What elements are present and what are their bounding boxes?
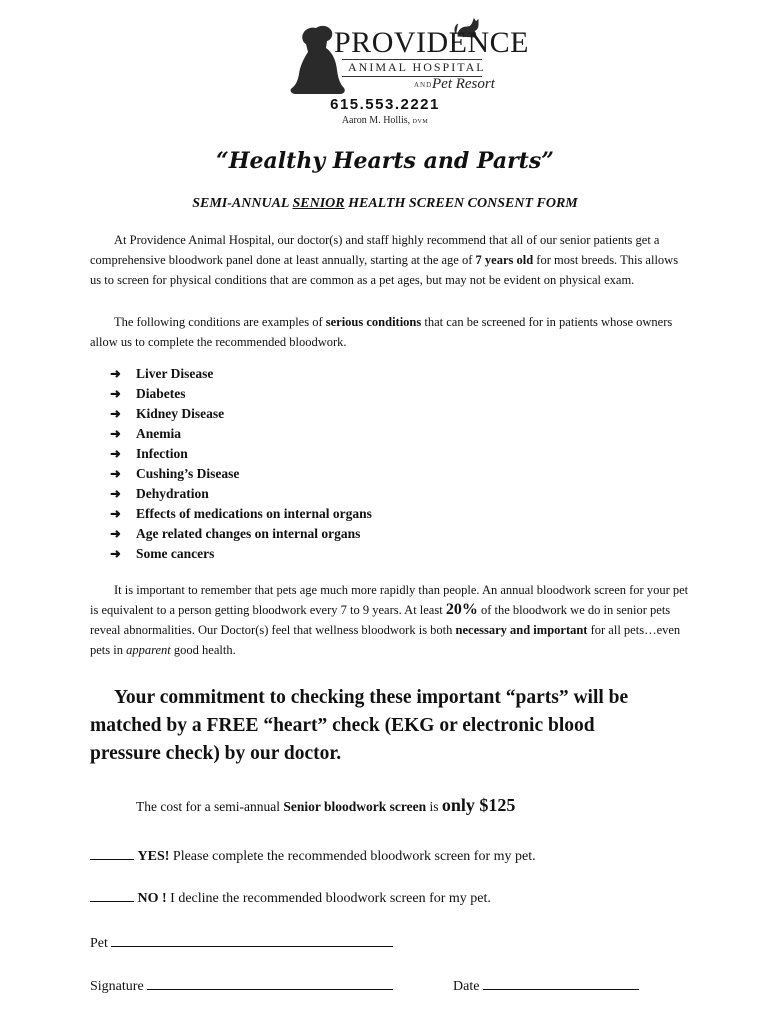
condition-label: Kidney Disease (136, 406, 225, 421)
para2-text-b: that can be screened for in patients whose owners allow us to complete the recommended bloodwork. (90, 315, 673, 349)
list-item (110, 444, 372, 464)
arrow-bullet-icon: ➜ (110, 546, 121, 561)
list-item (110, 464, 372, 484)
yes-text: Please complete the recommended bloodwork screen for my pet. (169, 849, 536, 864)
pet-field-row (90, 932, 393, 952)
list-item (110, 484, 372, 504)
cost-bold: Senior bloodwork screen (283, 799, 427, 814)
para3-text-c: for all pets…even pets in (90, 623, 681, 657)
doctor-name-text: Aaron M. Hollis, (341, 115, 411, 126)
no-option (90, 887, 491, 907)
date-field[interactable] (483, 975, 639, 990)
list-item (110, 424, 372, 444)
no-text: I decline the recommended bloodwork screen for my pet. (166, 891, 491, 906)
yes-option (90, 845, 536, 865)
commitment-statement (90, 684, 710, 768)
doctor-suffix: DVM (412, 119, 429, 125)
cost-price: only $125 (441, 795, 516, 815)
arrow-bullet-icon: ➜ (110, 386, 121, 401)
form-title: “Healthy Hearts and Parts” (216, 148, 554, 174)
para2-text-a: The following conditions are examples of (114, 315, 326, 329)
cost-text-b: is (426, 799, 442, 814)
condition-label: Dehydration (136, 486, 209, 501)
para3-text-d: good health. (170, 643, 236, 657)
list-item (110, 544, 372, 564)
condition-label: Infection (136, 446, 188, 461)
doctor-name (0, 115, 770, 126)
commitment-line-3: pressure check) by our doctor. (90, 743, 342, 764)
form-subtitle (0, 196, 770, 212)
para3-bold: necessary and important (455, 623, 588, 637)
signature-label: Signature (90, 979, 144, 994)
list-item (110, 504, 372, 524)
list-item (110, 364, 372, 384)
intro-paragraph (90, 230, 690, 290)
condition-label: Diabetes (136, 386, 186, 401)
conditions-list (110, 364, 372, 564)
commitment-line-1: Your commitment to checking these important “parts” will be (114, 687, 629, 708)
brand-and: AND (414, 81, 433, 89)
para3-text-a: It is important to remember that pets age much more rapidly than people. An annual bloodwork screen for your pet is equivalent to a person getting bloodwork every 7 to 9 years. At least (90, 583, 689, 617)
list-item (110, 524, 372, 544)
para1-bold: 7 years old (475, 253, 534, 267)
condition-label: Some cancers (136, 546, 215, 561)
date-label: Date (453, 979, 480, 994)
condition-label: Effects of medications on internal organs (136, 506, 372, 521)
arrow-bullet-icon: ➜ (110, 446, 121, 461)
cost-text-a: The cost for a semi-annual (136, 799, 284, 814)
arrow-bullet-icon: ➜ (110, 406, 121, 421)
pet-label: Pet (90, 936, 108, 951)
yes-label: YES! (137, 849, 170, 864)
para3-text-b: of the bloodwork we do in senior pets reveal abnormalities. Our Doctor(s) feel that wellness bloodwork is both (90, 603, 671, 637)
importance-paragraph (90, 580, 690, 660)
percent-highlight: 20% (445, 601, 478, 618)
commitment-line-2: matched by a FREE “heart” check (EKG or electronic blood (90, 715, 595, 736)
arrow-bullet-icon: ➜ (110, 486, 121, 501)
no-blank-field[interactable] (90, 887, 134, 902)
cost-statement (136, 795, 515, 816)
brand-subtitle: ANIMAL HOSPITAL (348, 60, 486, 74)
subtitle-after: HEALTH SCREEN CONSENT FORM (344, 196, 578, 211)
para2-bold: serious conditions (325, 315, 422, 329)
condition-label: Anemia (136, 426, 181, 441)
arrow-bullet-icon: ➜ (110, 526, 121, 541)
condition-label: Age related changes on internal organs (136, 526, 361, 541)
date-field-row (453, 975, 639, 995)
subtitle-before: SEMI-ANNUAL (192, 196, 293, 211)
no-label: NO ! (137, 891, 167, 906)
phone-number: 615.553.2221 (330, 96, 440, 113)
condition-label: Liver Disease (136, 366, 214, 381)
para1-text-b: for most breeds. This allows us to screen for physical conditions that are common as a pet ages, but may not be evident on physical exam. (90, 253, 679, 287)
brand-resort: Pet Resort (432, 76, 495, 92)
conditions-paragraph (90, 312, 690, 352)
condition-label: Cushing’s Disease (136, 466, 240, 481)
arrow-bullet-icon: ➜ (110, 466, 121, 481)
list-item (110, 404, 372, 424)
list-item (110, 384, 372, 404)
brand-name: PROVIDENCE (334, 26, 530, 59)
signature-field-row (90, 975, 393, 995)
pet-name-field[interactable] (111, 932, 393, 947)
arrow-bullet-icon: ➜ (110, 426, 121, 441)
para1-text-a: At Providence Animal Hospital, our doctor(s) and staff highly recommend that all of our senior patients get a comprehensive bloodwork panel done at least annually, starting at the age of (90, 233, 660, 267)
arrow-bullet-icon: ➜ (110, 366, 121, 381)
arrow-bullet-icon: ➜ (110, 506, 121, 521)
yes-blank-field[interactable] (90, 845, 134, 860)
signature-field[interactable] (147, 975, 393, 990)
subtitle-underlined: SENIOR (292, 196, 345, 211)
para3-italic: apparent (126, 643, 171, 657)
